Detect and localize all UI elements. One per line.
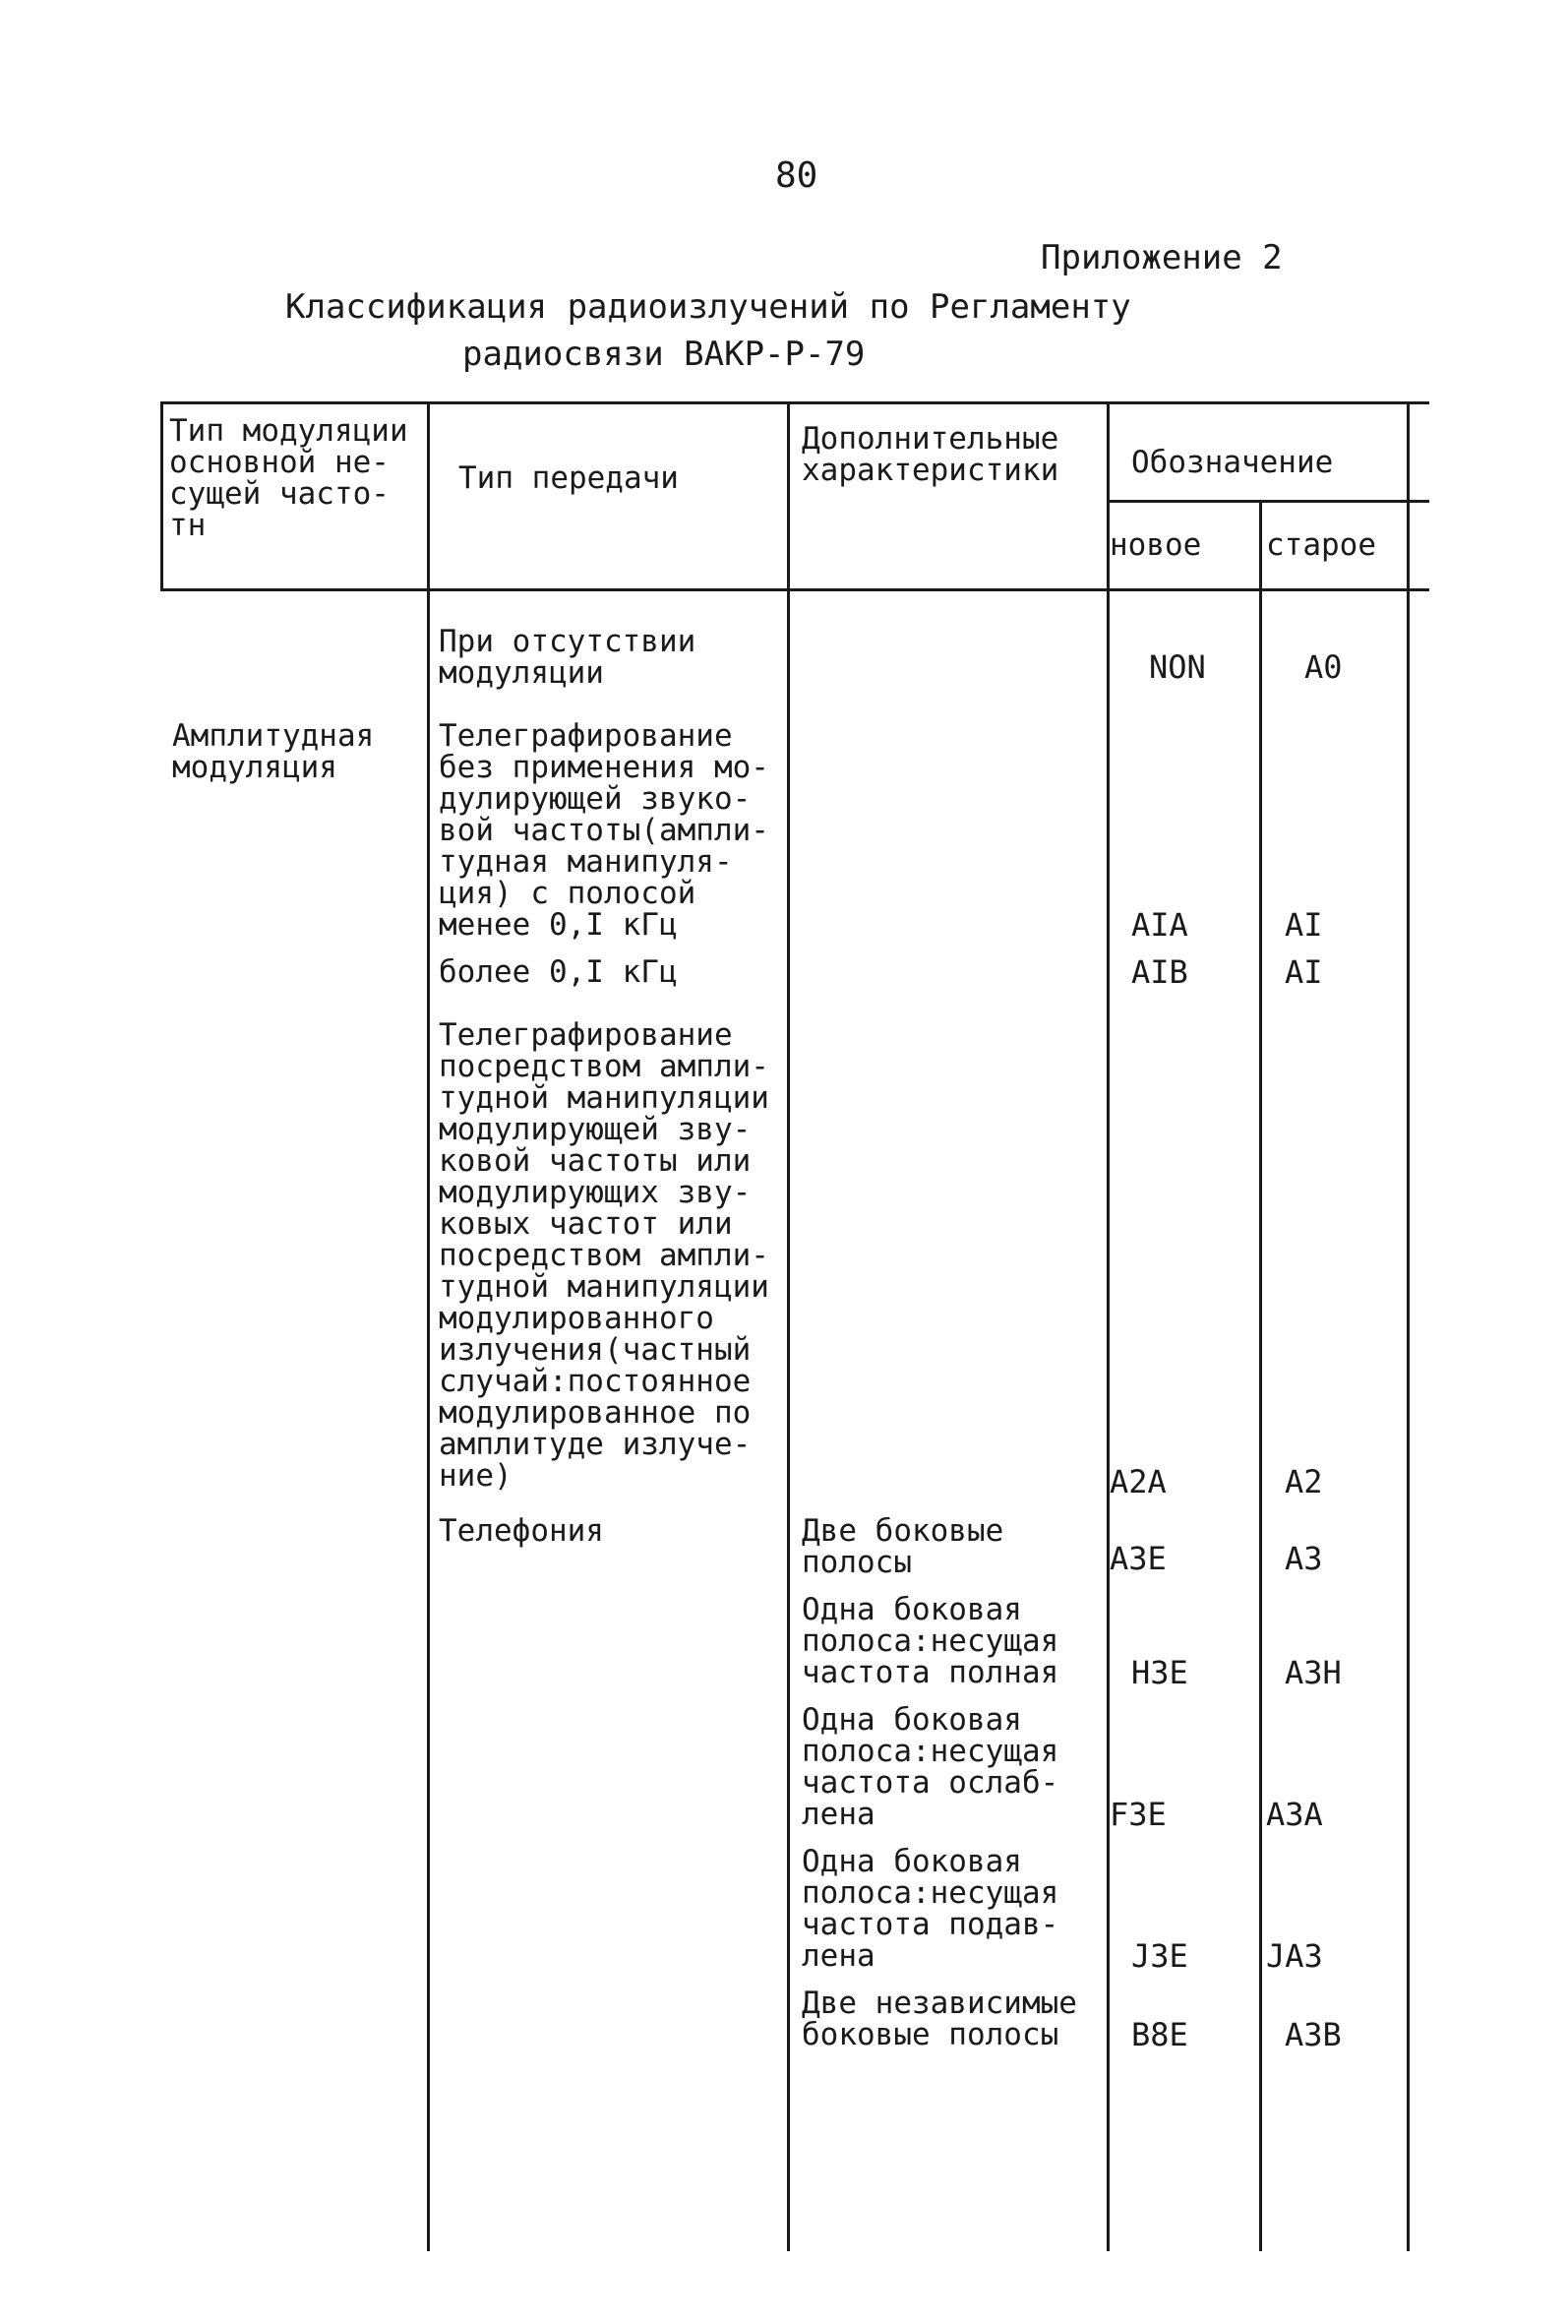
col4-divider [1259,500,1262,2251]
header-new: новое [1110,527,1202,563]
code-old-r1: A0 [1304,648,1343,686]
characteristic-ssb-suppressed-carrier: Одна боковая полоса:несущая частота подав- лена [802,1844,1059,1974]
code-new-r5: A3E [1110,1540,1167,1577]
code-old-r3: AI [1285,953,1323,991]
document-title-line1: Классификация радиоизлучений по Регламенту [285,287,1131,327]
header-designation: Обозначение [1131,445,1334,480]
code-old-r7: A3A [1266,1796,1323,1833]
transmission-telephony: Телефония [439,1513,604,1549]
table-top-border [160,401,1429,404]
code-new-r4: A2A [1110,1463,1167,1500]
header-transmission-type: Тип передачи [458,460,679,496]
code-old-r8: JA3 [1266,1937,1323,1975]
col2-divider [787,401,790,2251]
characteristic-ssb-full-carrier: Одна боковая полоса:несущая частота полная [802,1592,1059,1690]
page-number: 80 [775,155,818,196]
characteristic-ssb-reduced-carrier: Одна боковая полоса:несущая частота ослаб- лена [802,1702,1059,1832]
characteristic-two-sidebands: Две боковые полосы [802,1513,1004,1580]
code-old-r9: A3B [1285,2016,1342,2053]
code-new-r3: AIB [1131,953,1188,991]
header-old: старое [1266,527,1376,563]
header-subdivider [1107,500,1429,503]
code-old-r2: AI [1285,906,1323,944]
transmission-telegraph-direct: Телеграфирование без применения мо- дулирующей звуко- вой частоты(ампли- тудная манипуля- ция) с полосой менее 0,I кГц [439,718,769,943]
code-new-r7: F3E [1110,1796,1167,1833]
code-new-r9: B8E [1131,2016,1188,2053]
code-new-r8: J3E [1131,1937,1188,1975]
characteristic-independent-sidebands: Две независимые боковые полосы [802,1986,1077,2052]
code-new-r2: AIA [1131,906,1188,944]
modulation-type-amplitude: Амплитудная модуляция [172,718,375,785]
code-old-r6: A3H [1285,1654,1342,1691]
code-new-r6: H3E [1131,1654,1188,1691]
table-left-border [160,401,163,591]
col1-divider [427,401,430,2251]
transmission-telegraph-more: более 0,I кГц [439,954,678,990]
transmission-telegraph-modulated: Телеграфирование посредством ампли- тудной манипуляции модулирующей зву- ковой частоты или модулирующих зву- ковых частот или посредством ампли- тудной манипуляции модулированного излучения(частный случай:постоянное модулированное по амплитуде излуче- ние) [439,1017,769,1494]
code-old-r4: A2 [1285,1463,1323,1500]
header-modulation-type: Тип модуляции основной не- сущей часто- тн [169,413,408,543]
col3-divider [1107,401,1110,2251]
table-right-border [1407,401,1410,2251]
appendix-label: Приложение 2 [1041,238,1283,277]
document-title-line2: радиосвязи ВАКР-Р-79 [462,335,866,374]
code-new-r1: NON [1149,648,1206,686]
code-old-r5: A3 [1285,1540,1323,1577]
header-bottom-border [160,588,1429,591]
transmission-no-modulation: При отсутствии модуляции [439,624,696,691]
header-additional-characteristics: Дополнительные характеристики [802,421,1059,488]
